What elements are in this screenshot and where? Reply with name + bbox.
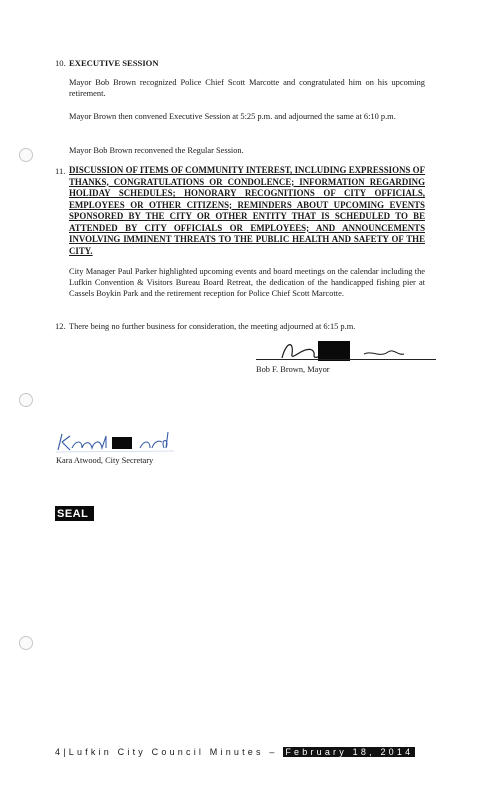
signature-redaction — [112, 437, 132, 449]
footer-date: February 18, 2014 — [285, 747, 414, 757]
item-10-number: 10. — [55, 58, 66, 68]
seal-label: SEAL — [55, 506, 94, 521]
punch-hole — [19, 393, 33, 407]
page-footer — [55, 747, 415, 757]
footer-page-number: 4 — [55, 747, 64, 757]
item-12-number: 12. — [55, 321, 66, 331]
item-10-heading: EXECUTIVE SESSION — [69, 58, 159, 68]
footer-separator: | — [63, 747, 69, 757]
mayor-signature-line — [256, 359, 436, 360]
signature-redaction — [318, 341, 350, 361]
item-11-heading: DISCUSSION OF ITEMS OF COMMUNITY INTEREST, INCLUDING EXPRESSIONS OF THANKS, CONGRATULATIONS OR CONDOLENCE; INFORMATION REGARDING HOLIDAY SCHEDULES; HONORARY RECOGNITIONS OF CITY OFFICIALS, EMPLOYEES OR OTHER CITIZENS; REMINDERS ABOUT UPCOMING EVENTS SPONSORED BY THE CITY OR OTHER ENTITY THAT IS SCHEDULED TO BE ATTENDED BY CITY OFFICIALS OR EMPLOYEES; AND ANNOUNCEMENTS INVOLVING IMMINENT THREATS TO THE PUBLIC HEALTH AND SAFETY OF THE CITY. — [69, 165, 425, 256]
item-10-paragraph-1: Mayor Bob Brown recognized Police Chief Scott Marcotte and congratulated him on his upcoming retirement. — [69, 78, 425, 98]
punch-hole — [19, 148, 33, 162]
punch-hole — [19, 636, 33, 650]
item-10-paragraph-3: Mayor Bob Brown reconvened the Regular Session. — [69, 146, 244, 155]
footer-doc-title: Lufkin City Council Minutes — [68, 747, 264, 757]
secretary-name: Kara Atwood, City Secretary — [56, 456, 154, 465]
mayor-name: Bob F. Brown, Mayor — [256, 365, 330, 374]
item-10-paragraph-2: Mayor Brown then convened Executive Session at 5:25 p.m. and adjourned the same at 6:10 p.m. — [69, 112, 396, 121]
item-11-number: 11. — [55, 166, 66, 176]
item-12-text: There being no further business for consideration, the meeting adjourned at 6:15 p.m. — [69, 322, 356, 331]
item-11-paragraph: City Manager Paul Parker highlighted upcoming events and board meetings on the calendar including the Lufkin Convention & Visitors Bureau Board Retreat, the dedication of the handicapped fishing pier at Cassels Boykin Park and the retirement reception for Police Chief Scott Marcotte. — [69, 267, 425, 298]
footer-dash: – — [269, 747, 278, 757]
